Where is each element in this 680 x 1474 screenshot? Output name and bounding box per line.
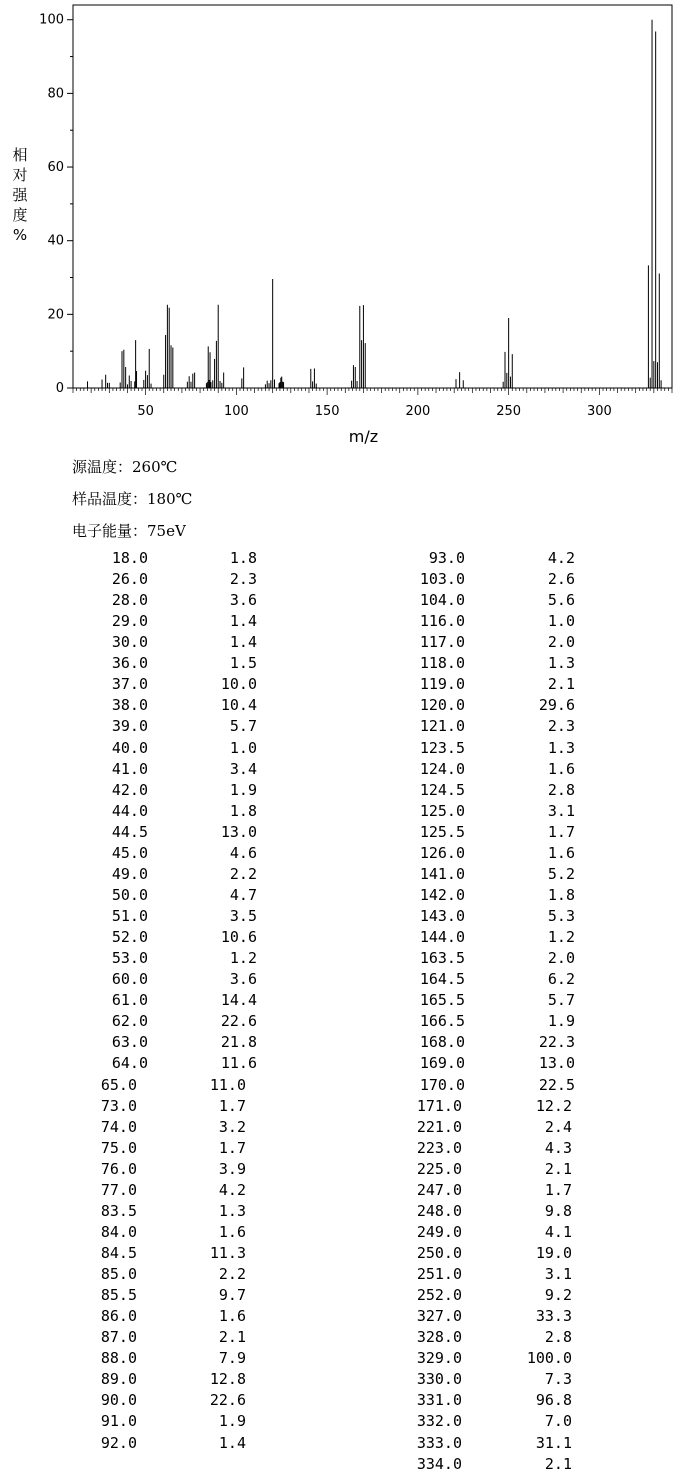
mz-cell: 50.0 xyxy=(111,885,148,904)
x-tick-label: 100 xyxy=(223,404,249,419)
intensity-cell: 10.0 xyxy=(220,675,257,694)
intensity-cell: 100.0 xyxy=(526,1349,572,1368)
mz-cell: 90.0 xyxy=(100,1391,137,1410)
y-axis-label-char: % xyxy=(12,226,28,244)
mz-cell: 83.5 xyxy=(100,1201,137,1220)
mz-cell: 73.0 xyxy=(100,1096,137,1115)
mz-cell: 118.0 xyxy=(419,654,465,673)
table-row xyxy=(0,907,680,925)
mz-cell: 64.0 xyxy=(111,1054,148,1073)
mz-cell: 249.0 xyxy=(416,1222,462,1241)
y-tick-label: 40 xyxy=(47,233,64,249)
mz-cell: 91.0 xyxy=(100,1412,137,1431)
table-row xyxy=(0,1391,680,1409)
intensity-cell: 5.6 xyxy=(547,591,575,610)
intensity-cell: 7.9 xyxy=(218,1349,246,1368)
table-row xyxy=(0,991,680,1009)
intensity-cell: 1.7 xyxy=(547,822,575,841)
intensity-cell: 33.3 xyxy=(535,1307,572,1326)
intensity-cell: 2.2 xyxy=(218,1265,246,1284)
intensity-cell: 4.1 xyxy=(544,1222,572,1241)
intensity-cell: 2.2 xyxy=(229,864,257,883)
x-tick-label: 150 xyxy=(314,404,340,419)
y-tick-label: 80 xyxy=(47,86,64,102)
condition-line: 源温度：260℃ xyxy=(72,458,178,476)
mz-cell: 223.0 xyxy=(416,1138,462,1157)
table-row xyxy=(0,1118,680,1136)
intensity-cell: 31.1 xyxy=(535,1433,572,1452)
intensity-cell: 5.7 xyxy=(229,717,257,736)
table-row xyxy=(0,1054,680,1072)
condition-line: 电子能量：75eV xyxy=(72,522,186,540)
intensity-cell: 1.6 xyxy=(218,1307,246,1326)
mz-cell: 45.0 xyxy=(111,843,148,862)
intensity-cell: 3.6 xyxy=(229,970,257,989)
intensity-cell: 1.8 xyxy=(229,801,257,820)
mz-cell: 116.0 xyxy=(419,612,465,631)
mz-cell: 26.0 xyxy=(111,570,148,589)
intensity-cell: 12.2 xyxy=(535,1096,572,1115)
intensity-cell: 11.6 xyxy=(220,1054,257,1073)
table-row xyxy=(0,1349,680,1367)
mz-cell: 126.0 xyxy=(419,843,465,862)
intensity-cell: 1.7 xyxy=(544,1180,572,1199)
intensity-cell: 9.7 xyxy=(218,1286,246,1305)
table-row xyxy=(0,1370,680,1388)
mz-cell: 163.5 xyxy=(419,949,465,968)
table-row xyxy=(0,1455,680,1473)
intensity-cell: 1.6 xyxy=(218,1222,246,1241)
intensity-cell: 1.9 xyxy=(547,1012,575,1031)
intensity-cell: 7.3 xyxy=(544,1370,572,1389)
table-row xyxy=(0,633,680,651)
intensity-cell: 2.8 xyxy=(547,780,575,799)
mz-cell: 38.0 xyxy=(111,696,148,715)
mz-cell: 120.0 xyxy=(419,696,465,715)
mz-cell: 75.0 xyxy=(100,1138,137,1157)
intensity-cell: 2.6 xyxy=(547,570,575,589)
mz-cell: 60.0 xyxy=(111,970,148,989)
intensity-cell: 2.8 xyxy=(544,1328,572,1347)
table-row xyxy=(0,844,680,862)
intensity-cell: 1.3 xyxy=(218,1201,246,1220)
mz-cell: 117.0 xyxy=(419,633,465,652)
intensity-cell: 2.1 xyxy=(544,1159,572,1178)
intensity-cell: 5.3 xyxy=(547,907,575,926)
intensity-cell: 1.4 xyxy=(218,1433,246,1452)
table-row xyxy=(0,886,680,904)
intensity-cell: 11.0 xyxy=(209,1075,246,1094)
intensity-cell: 2.1 xyxy=(544,1454,572,1473)
table-row xyxy=(0,1244,680,1262)
intensity-cell: 5.7 xyxy=(547,991,575,1010)
mz-cell: 30.0 xyxy=(111,633,148,652)
mz-cell: 252.0 xyxy=(416,1286,462,1305)
mz-cell: 170.0 xyxy=(419,1075,465,1094)
mz-cell: 333.0 xyxy=(416,1433,462,1452)
mz-cell: 142.0 xyxy=(419,885,465,904)
intensity-cell: 1.8 xyxy=(229,549,257,567)
mz-cell: 93.0 xyxy=(428,549,465,567)
intensity-cell: 10.4 xyxy=(220,696,257,715)
table-row xyxy=(0,760,680,778)
intensity-cell: 5.2 xyxy=(547,864,575,883)
intensity-cell: 3.1 xyxy=(547,801,575,820)
mz-cell: 84.5 xyxy=(100,1243,137,1262)
intensity-cell: 13.0 xyxy=(538,1054,575,1073)
mz-cell: 225.0 xyxy=(416,1159,462,1178)
mz-cell: 141.0 xyxy=(419,864,465,883)
mz-cell: 121.0 xyxy=(419,717,465,736)
table-row xyxy=(0,1181,680,1199)
mz-cell: 88.0 xyxy=(100,1349,137,1368)
x-axis-label: m/z xyxy=(348,427,379,446)
y-axis-label-char: 相 xyxy=(12,146,28,164)
intensity-cell: 2.4 xyxy=(544,1117,572,1136)
mz-cell: 169.0 xyxy=(419,1054,465,1073)
mz-cell: 248.0 xyxy=(416,1201,462,1220)
table-row xyxy=(0,1223,680,1241)
mz-cell: 37.0 xyxy=(111,675,148,694)
table-row xyxy=(0,1286,680,1304)
intensity-cell: 22.6 xyxy=(209,1391,246,1410)
mz-cell: 143.0 xyxy=(419,907,465,926)
table-row xyxy=(0,928,680,946)
mz-cell: 119.0 xyxy=(419,675,465,694)
intensity-cell: 1.9 xyxy=(218,1412,246,1431)
mz-cell: 125.5 xyxy=(419,822,465,841)
mz-cell: 329.0 xyxy=(416,1349,462,1368)
intensity-cell: 13.0 xyxy=(220,822,257,841)
table-row xyxy=(0,1265,680,1283)
intensity-cell: 1.0 xyxy=(547,612,575,631)
y-tick-label: 100 xyxy=(39,12,64,28)
mz-cell: 164.5 xyxy=(419,970,465,989)
x-tick-label: 300 xyxy=(586,404,612,419)
mz-cell: 327.0 xyxy=(416,1307,462,1326)
table-row xyxy=(0,612,680,630)
y-axis-label-char: 度 xyxy=(12,206,28,224)
intensity-cell: 19.0 xyxy=(535,1243,572,1262)
mz-cell: 44.0 xyxy=(111,801,148,820)
mz-cell: 103.0 xyxy=(419,570,465,589)
mz-cell: 251.0 xyxy=(416,1265,462,1284)
mz-cell: 28.0 xyxy=(111,591,148,610)
table-row xyxy=(0,1012,680,1030)
table-row xyxy=(0,739,680,757)
intensity-cell: 12.8 xyxy=(209,1370,246,1389)
mz-cell: 104.0 xyxy=(419,591,465,610)
mz-cell: 85.0 xyxy=(100,1265,137,1284)
intensity-cell: 1.7 xyxy=(218,1138,246,1157)
mz-cell: 41.0 xyxy=(111,759,148,778)
mz-cell: 123.5 xyxy=(419,738,465,757)
mz-cell: 328.0 xyxy=(416,1328,462,1347)
intensity-cell: 9.8 xyxy=(544,1201,572,1220)
mz-cell: 63.0 xyxy=(111,1033,148,1052)
mz-cell: 89.0 xyxy=(100,1370,137,1389)
mz-cell: 39.0 xyxy=(111,717,148,736)
mz-cell: 76.0 xyxy=(100,1159,137,1178)
intensity-cell: 1.6 xyxy=(547,843,575,862)
mz-cell: 18.0 xyxy=(111,549,148,567)
intensity-cell: 3.2 xyxy=(218,1117,246,1136)
intensity-cell: 3.4 xyxy=(229,759,257,778)
mz-cell: 42.0 xyxy=(111,780,148,799)
mz-cell: 247.0 xyxy=(416,1180,462,1199)
mz-cell: 221.0 xyxy=(416,1117,462,1136)
intensity-cell: 1.3 xyxy=(547,738,575,757)
mz-cell: 250.0 xyxy=(416,1243,462,1262)
table-row xyxy=(0,570,680,588)
intensity-cell: 9.2 xyxy=(544,1286,572,1305)
table-row xyxy=(0,654,680,672)
mz-cell: 44.5 xyxy=(111,822,148,841)
intensity-cell: 14.4 xyxy=(220,991,257,1010)
intensity-cell: 1.2 xyxy=(547,928,575,947)
table-row xyxy=(0,1076,680,1094)
mz-cell: 40.0 xyxy=(111,738,148,757)
intensity-cell: 1.7 xyxy=(218,1096,246,1115)
intensity-cell: 2.1 xyxy=(547,675,575,694)
intensity-cell: 4.2 xyxy=(218,1180,246,1199)
mz-cell: 29.0 xyxy=(111,612,148,631)
intensity-cell: 2.0 xyxy=(547,633,575,652)
intensity-cell: 2.0 xyxy=(547,949,575,968)
mz-cell: 124.0 xyxy=(419,759,465,778)
mz-cell: 87.0 xyxy=(100,1328,137,1347)
intensity-cell: 3.6 xyxy=(229,591,257,610)
intensity-cell: 1.5 xyxy=(229,654,257,673)
intensity-cell: 22.3 xyxy=(538,1033,575,1052)
intensity-cell: 96.8 xyxy=(535,1391,572,1410)
intensity-cell: 2.3 xyxy=(547,717,575,736)
intensity-cell: 3.5 xyxy=(229,907,257,926)
intensity-cell: 4.2 xyxy=(547,549,575,567)
y-tick-label: 60 xyxy=(47,160,64,176)
mz-cell: 74.0 xyxy=(100,1117,137,1136)
table-row xyxy=(0,802,680,820)
condition-line: 样品温度：180℃ xyxy=(72,490,193,508)
mz-cell: 53.0 xyxy=(111,949,148,968)
y-axis-label-char: 对 xyxy=(12,166,28,184)
mz-cell: 171.0 xyxy=(416,1096,462,1115)
table-row xyxy=(0,970,680,988)
mz-cell: 165.5 xyxy=(419,991,465,1010)
mz-cell: 168.0 xyxy=(419,1033,465,1052)
mz-cell: 332.0 xyxy=(416,1412,462,1431)
intensity-cell: 22.6 xyxy=(220,1012,257,1031)
mz-cell: 166.5 xyxy=(419,1012,465,1031)
mz-cell: 61.0 xyxy=(111,991,148,1010)
intensity-cell: 2.1 xyxy=(218,1328,246,1347)
intensity-cell: 22.5 xyxy=(538,1075,575,1094)
intensity-cell: 29.6 xyxy=(538,696,575,715)
table-row xyxy=(0,1307,680,1325)
intensity-cell: 6.2 xyxy=(547,970,575,989)
intensity-cell: 1.4 xyxy=(229,633,257,652)
table-row xyxy=(0,865,680,883)
x-tick-label: 200 xyxy=(405,404,431,419)
mz-cell: 86.0 xyxy=(100,1307,137,1326)
table-row xyxy=(0,717,680,735)
mz-cell: 124.5 xyxy=(419,780,465,799)
mz-cell: 125.0 xyxy=(419,801,465,820)
mz-cell: 334.0 xyxy=(416,1454,462,1473)
mz-cell: 330.0 xyxy=(416,1370,462,1389)
table-row xyxy=(0,1412,680,1430)
mz-cell: 77.0 xyxy=(100,1180,137,1199)
intensity-cell: 3.9 xyxy=(218,1159,246,1178)
table-row xyxy=(0,949,680,967)
table-row xyxy=(0,1160,680,1178)
mz-cell: 52.0 xyxy=(111,928,148,947)
y-tick-label: 20 xyxy=(47,307,64,323)
intensity-cell: 4.7 xyxy=(229,885,257,904)
intensity-cell: 3.1 xyxy=(544,1265,572,1284)
mz-cell: 62.0 xyxy=(111,1012,148,1031)
intensity-cell: 4.3 xyxy=(544,1138,572,1157)
intensity-cell: 1.9 xyxy=(229,780,257,799)
table-row xyxy=(0,591,680,609)
table-row xyxy=(0,675,680,693)
table-row xyxy=(0,781,680,799)
intensity-cell: 1.4 xyxy=(229,612,257,631)
intensity-cell: 7.0 xyxy=(544,1412,572,1431)
y-axis-label-char: 强 xyxy=(12,186,28,204)
mz-cell: 331.0 xyxy=(416,1391,462,1410)
intensity-cell: 2.3 xyxy=(229,570,257,589)
table-row xyxy=(0,1434,680,1452)
mz-cell: 65.0 xyxy=(100,1075,137,1094)
table-row xyxy=(0,1202,680,1220)
y-tick-label: 0 xyxy=(55,381,64,396)
mz-cell: 92.0 xyxy=(100,1433,137,1452)
intensity-cell: 4.6 xyxy=(229,843,257,862)
mz-cell: 84.0 xyxy=(100,1222,137,1241)
mz-cell: 85.5 xyxy=(100,1286,137,1305)
intensity-cell: 1.2 xyxy=(229,949,257,968)
intensity-cell: 1.8 xyxy=(547,885,575,904)
mass-spectrum-chart xyxy=(0,0,680,450)
plot-frame xyxy=(73,5,672,388)
table-row xyxy=(0,1033,680,1051)
table-row xyxy=(0,549,680,567)
intensity-cell: 1.6 xyxy=(547,759,575,778)
intensity-cell: 1.0 xyxy=(229,738,257,757)
table-row xyxy=(0,696,680,714)
x-tick-label: 250 xyxy=(496,404,522,419)
mz-cell: 36.0 xyxy=(111,654,148,673)
mz-cell: 144.0 xyxy=(419,928,465,947)
intensity-cell: 11.3 xyxy=(209,1243,246,1262)
intensity-cell: 10.6 xyxy=(220,928,257,947)
x-tick-label: 50 xyxy=(137,404,154,419)
table-row xyxy=(0,1139,680,1157)
intensity-cell: 21.8 xyxy=(220,1033,257,1052)
table-row xyxy=(0,1328,680,1346)
table-row xyxy=(0,1097,680,1115)
table-row xyxy=(0,823,680,841)
mz-cell: 49.0 xyxy=(111,864,148,883)
mz-cell: 51.0 xyxy=(111,907,148,926)
intensity-cell: 1.3 xyxy=(547,654,575,673)
